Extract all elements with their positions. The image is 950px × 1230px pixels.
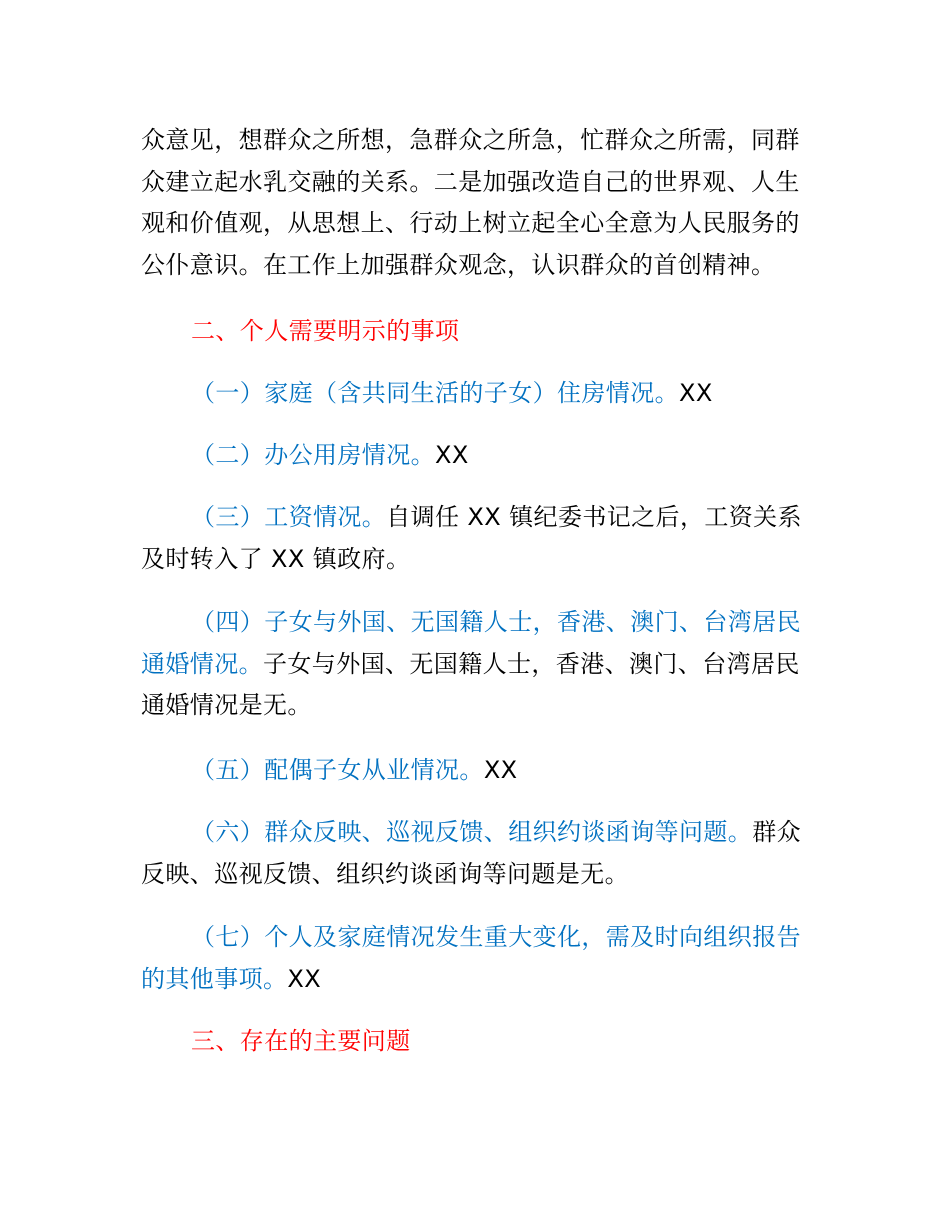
opening-paragraph: 众意见，想群众之所想，急群众之所急，忙群众之所需，同群众建立起水乳交融的关系。二是加强改造自己的世界观、人生观和价值观，从思想上、行动上树立起全心全意为人民服务的公仆意识。在工作上加强群众观念，认识群众的首创精神。 <box>141 126 800 279</box>
item-4-text: 子女与外国、无国籍人士，香港、澳门、台湾居民通婚情况是无。 <box>141 649 800 719</box>
item-4-label: （四）子女与外国、无国籍人士，香港、澳门、台湾居民通婚情况。 <box>141 608 801 678</box>
item-3 <box>141 497 821 580</box>
item-5-text: XX <box>483 756 518 784</box>
item-1-label: （一）家庭（含共同生活的子女）住房情况。 <box>191 379 679 407</box>
item-2-text: XX <box>435 441 469 469</box>
item-3-label: （三）工资情况。 <box>191 503 387 531</box>
item-7-label: （七）个人及家庭情况发生重大变化，需及时向组织报告的其他事项。 <box>141 923 801 993</box>
item-1 <box>141 373 821 415</box>
item-5-label: （五）配偶子女从业情况。 <box>191 756 484 784</box>
item-3-text: 自调任 XX 镇纪委书记之后，工资关系及时转入了 XX 镇政府。 <box>141 503 802 573</box>
item-6-label: （六）群众反映、巡视反馈、组织约谈函询等问题。 <box>191 818 753 846</box>
item-5 <box>141 750 821 792</box>
item-2 <box>141 435 821 477</box>
section-heading-2: 二、个人需要明示的事项 <box>191 317 460 345</box>
item-1-text: XX <box>679 379 713 407</box>
item-4 <box>141 602 821 727</box>
item-2-label: （二）办公用房情况。 <box>191 441 435 469</box>
section-heading-3: 三、存在的主要问题 <box>191 1027 411 1055</box>
item-6-text: 群众反映、巡视反馈、组织约谈函询等问题是无。 <box>141 818 802 888</box>
item-6 <box>141 812 821 895</box>
item-7-text: XX <box>287 964 322 993</box>
item-7 <box>141 917 821 1000</box>
